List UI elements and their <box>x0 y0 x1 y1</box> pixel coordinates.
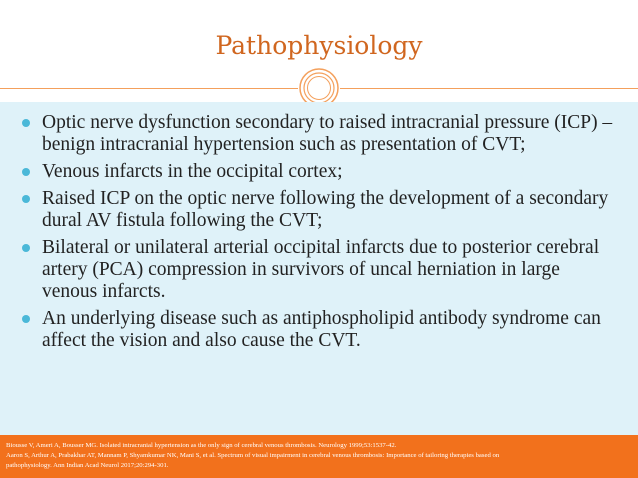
content-panel <box>0 102 638 435</box>
bullet-text: Bilateral or unilateral arterial occipital infarcts due to posterior cerebral artery (PCA) compression in survivors of uncal herniation in large venous infarcts. <box>42 237 600 302</box>
bullet-dot-icon <box>22 119 30 127</box>
bullet-list <box>22 112 618 357</box>
bullet-item <box>22 112 618 156</box>
bullet-dot-icon <box>22 315 30 323</box>
reference-line: Aaron S, Arthur A, Prabakhar AT, Mannam P, Shyamkumar NK, Mani S, et al. Spectrum of visual impairment in cerebral venous thrombosis: Importance of tailoring therapies based on <box>6 452 500 459</box>
bullet-text: Optic nerve dysfunction secondary to raised intracranial pressure (ICP) – benign intracranial hypertension such as presentation of CVT; <box>42 112 613 155</box>
bullet-dot-icon <box>22 195 30 203</box>
bullet-dot-icon <box>22 168 30 176</box>
references-footer <box>0 435 638 478</box>
reference-line: pathophysiology. Ann Indian Acad Neurol 2017;20:294-301. <box>6 462 169 469</box>
bullet-item <box>22 308 618 352</box>
bullet-text: Venous infarcts in the occipital cortex; <box>42 161 343 182</box>
reference-line: Biousse V, Ameri A, Bousser MG. Isolated intracranial hypertension as the only sign of cerebral venous thrombosis. Neurology 1999;53:1537-42. <box>6 442 397 449</box>
bullet-item <box>22 161 618 183</box>
bullet-item <box>22 237 618 303</box>
ornament-line-right <box>340 88 638 89</box>
slide-title: Pathophysiology <box>215 31 423 60</box>
bullet-text: Raised ICP on the optic nerve following the development of a secondary dural AV fistula following the CVT; <box>42 188 609 231</box>
bullet-text: An underlying disease such as antiphospholipid antibody syndrome can affect the vision and also cause the CVT. <box>42 308 601 351</box>
ornament-line-left <box>0 88 298 89</box>
bullet-dot-icon <box>22 244 30 252</box>
bullet-item <box>22 188 618 232</box>
